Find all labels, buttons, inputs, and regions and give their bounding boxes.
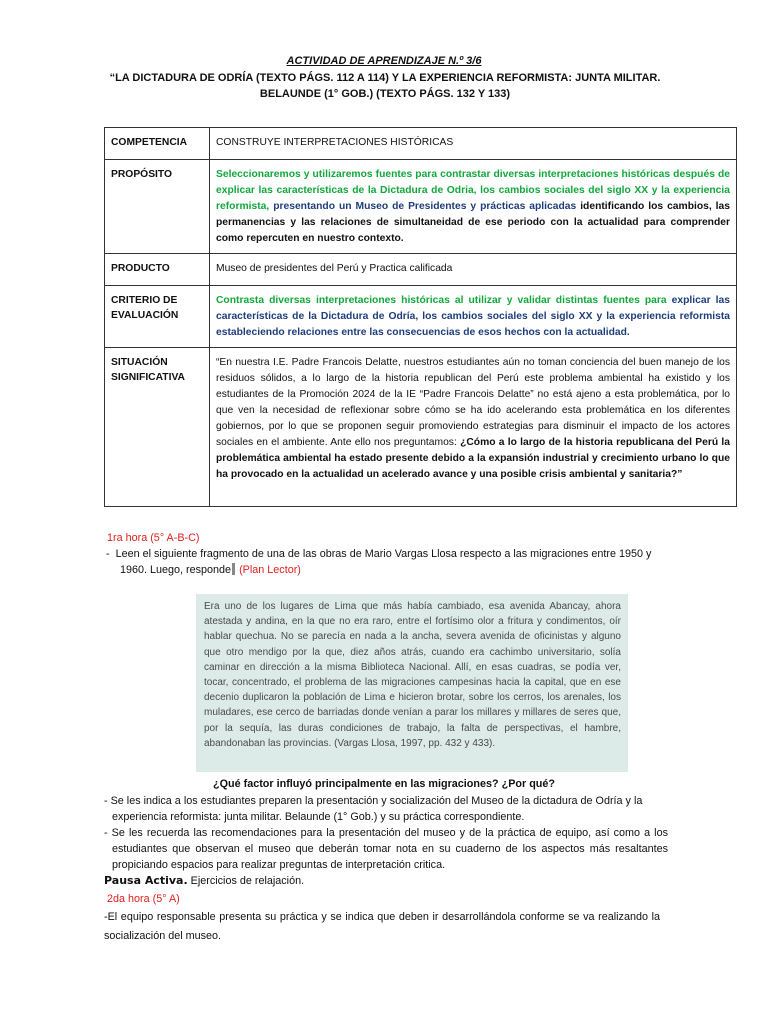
hora2-heading: 2da hora (5° A)	[107, 893, 180, 905]
question: ¿Qué factor influyó principalmente en las migraciones? ¿Por qué?	[213, 778, 555, 790]
activity-title: ACTIVIDAD DE APRENDIZAJE N.º 3/6	[286, 55, 482, 67]
hora2-text: -El equipo responsable presenta su práctica y se indica que deben ir desarrollándola conforme se va realizando la socialización del museo.	[104, 911, 660, 942]
situacion-text: “En nuestra I.E. Padre Francois Delatte, nuestros estudiantes aún no toman conciencia del buen manejo de los residuos sólidos, a lo largo de la historia republican del Perú este problema ambiental ha existido y los estudiantes de la Promoción 2024 de la IE “Padre Francois Delatte” no está ajeno a esta problemática, por lo que ven la necesidad de reflexionar sobre cómo se ha ido acelerando esta problemática en los diferentes gobiernos, por lo que se proponen seguir promoviendo estrategias para disminuir el impacto de los actores sociales en el ambiente. Ante ello nos preguntamos:	[216, 357, 730, 448]
producto-label: PRODUCTO	[105, 254, 210, 286]
situacion-label: SITUACIÓN SIGNIFICATIVA	[105, 348, 210, 507]
proposito-text-blue: presentando un Museo de Presidentes y prácticas aplicadas	[269, 201, 577, 212]
proposito-value	[210, 160, 737, 254]
table-row-situacion	[105, 348, 737, 507]
table-row-proposito	[105, 160, 737, 254]
activity-subtitle: “LA DICTADURA DE ODRÍA (TEXTO PÁGS. 112 A 114) Y LA EXPERIENCIA REFORMISTA: JUNTA MILITAR. BELAUNDE (1° GOB.) (TEXTO PÁGS. 132 Y 133)	[109, 72, 661, 100]
competencia-value: CONSTRUYE INTERPRETACIONES HISTÓRICAS	[210, 128, 737, 160]
producto-value: Museo de presidentes del Perú y Practica calificada	[210, 254, 737, 286]
hora1-instruction-text: Leen el siguiente fragmento de una de las obras de Mario Vargas Llosa respecto a las migraciones entre 1950 y 1960. Luego, responde	[115, 548, 652, 576]
info-table	[104, 127, 737, 507]
competencia-label: COMPETENCIA	[105, 128, 210, 160]
quote-box	[196, 594, 628, 772]
proposito-text-green: Seleccionaremos y utilizaremos fuentes para contrastar diversas interpretaciones históricas después de explicar las características de la Dictadura de Odria, los cambios sociales del siglo XX y la experiencia reformista,	[216, 169, 730, 212]
table-row-criterio	[105, 286, 737, 348]
pausa-text: Ejercicios de relajación.	[187, 875, 305, 887]
proposito-text-dark: identificando los cambios, las permanencias y las relaciones de simultaneidad de ese periodo con la actualidad para comprender como repercuten en nuestro contexto.	[216, 201, 730, 244]
quote-text: Era uno de los lugares de Lima que más había cambiado, esa avenida Abancay, ahora atestada y andina, en la que no era raro, entre el fortísimo olor a fritura y condimentos, oír hablar quechua. No se parecía en nada a la ancha, severa avenida de oficinistas y alguno que otro mendigo por la que, diez años atrás, cuando era cachimbo universitario, solía caminar en dirección a la misma Biblioteca Nacional. Allí, en esas cuadras, se podía ver, tocar, concentrado, el problema de las migraciones campesinas hacia la capital, que en ese decenio duplicaron la población de Lima e hicieron brotar, sobre los cerros, los arenales, los muladares, ese cerco de barriadas donde venían a parar los millares y millares de seres que, por la sequía, las duras condiciones de trabajo, la falta de perspectivas, el hambre, abandonaban las provincias. (Vargas Llosa, 1997, pp. 432 y 433).	[204, 601, 621, 749]
criterio-value	[210, 286, 737, 348]
hora1-instruction: - Leen el siguiente fragmento de una de las obras de Mario Vargas Llosa respecto a las migraciones entre 1950 y 1960. Luego, responde (Plan Lector)	[106, 548, 652, 576]
hora1-heading: 1ra hora (5° A-B-C)	[107, 532, 200, 544]
table-row-producto	[105, 254, 737, 286]
situacion-question: ¿Cómo a lo largo de la historia republicana del Perú la problemática ambiental ha estado presente debido a la expansión industrial y crecimiento urbano lo que ha provocado en la actualidad un acelerado avance y una posible crisis ambiental y sanitaria?”	[216, 437, 730, 480]
bullet-2: - Se les recuerda las recomendaciones para la presentación del museo y de la práctica de equipo, así como a los estudiantes que observan el museo que deberán tomar nota en su cuaderno de los aspectos más resaltantes propiciando espacios para realizar preguntas de interpretación critica.	[104, 827, 668, 871]
plan-lector-label: (Plan Lector)	[239, 564, 301, 576]
bullet-1: - Se les indica a los estudiantes preparen la presentación y socialización del Museo de la dictadura de Odría y la experiencia reformista: junta militar. Belaunde (1° Gob.) y su práctica correspondiente.	[104, 795, 643, 823]
situacion-value	[210, 348, 737, 507]
table-row-competencia	[105, 128, 737, 160]
criterio-text-green: Contrasta diversas interpretaciones históricas al utilizar y validar distintas fuentes para	[216, 295, 667, 306]
criterio-text-blue: explicar las características de la Dictadura de Odría, los cambios sociales del siglo XX y la experiencia reformista estableciendo relaciones entre las consecuencias de esos hechos con la actualidad.	[216, 295, 730, 338]
text-cursor	[232, 563, 235, 575]
pausa-activa	[104, 873, 304, 889]
proposito-label: PROPÓSITO	[105, 160, 210, 254]
pausa-title: Pausa Activa.	[104, 874, 188, 887]
criterio-label: CRITERIO DE EVALUACIÓN	[105, 286, 210, 348]
